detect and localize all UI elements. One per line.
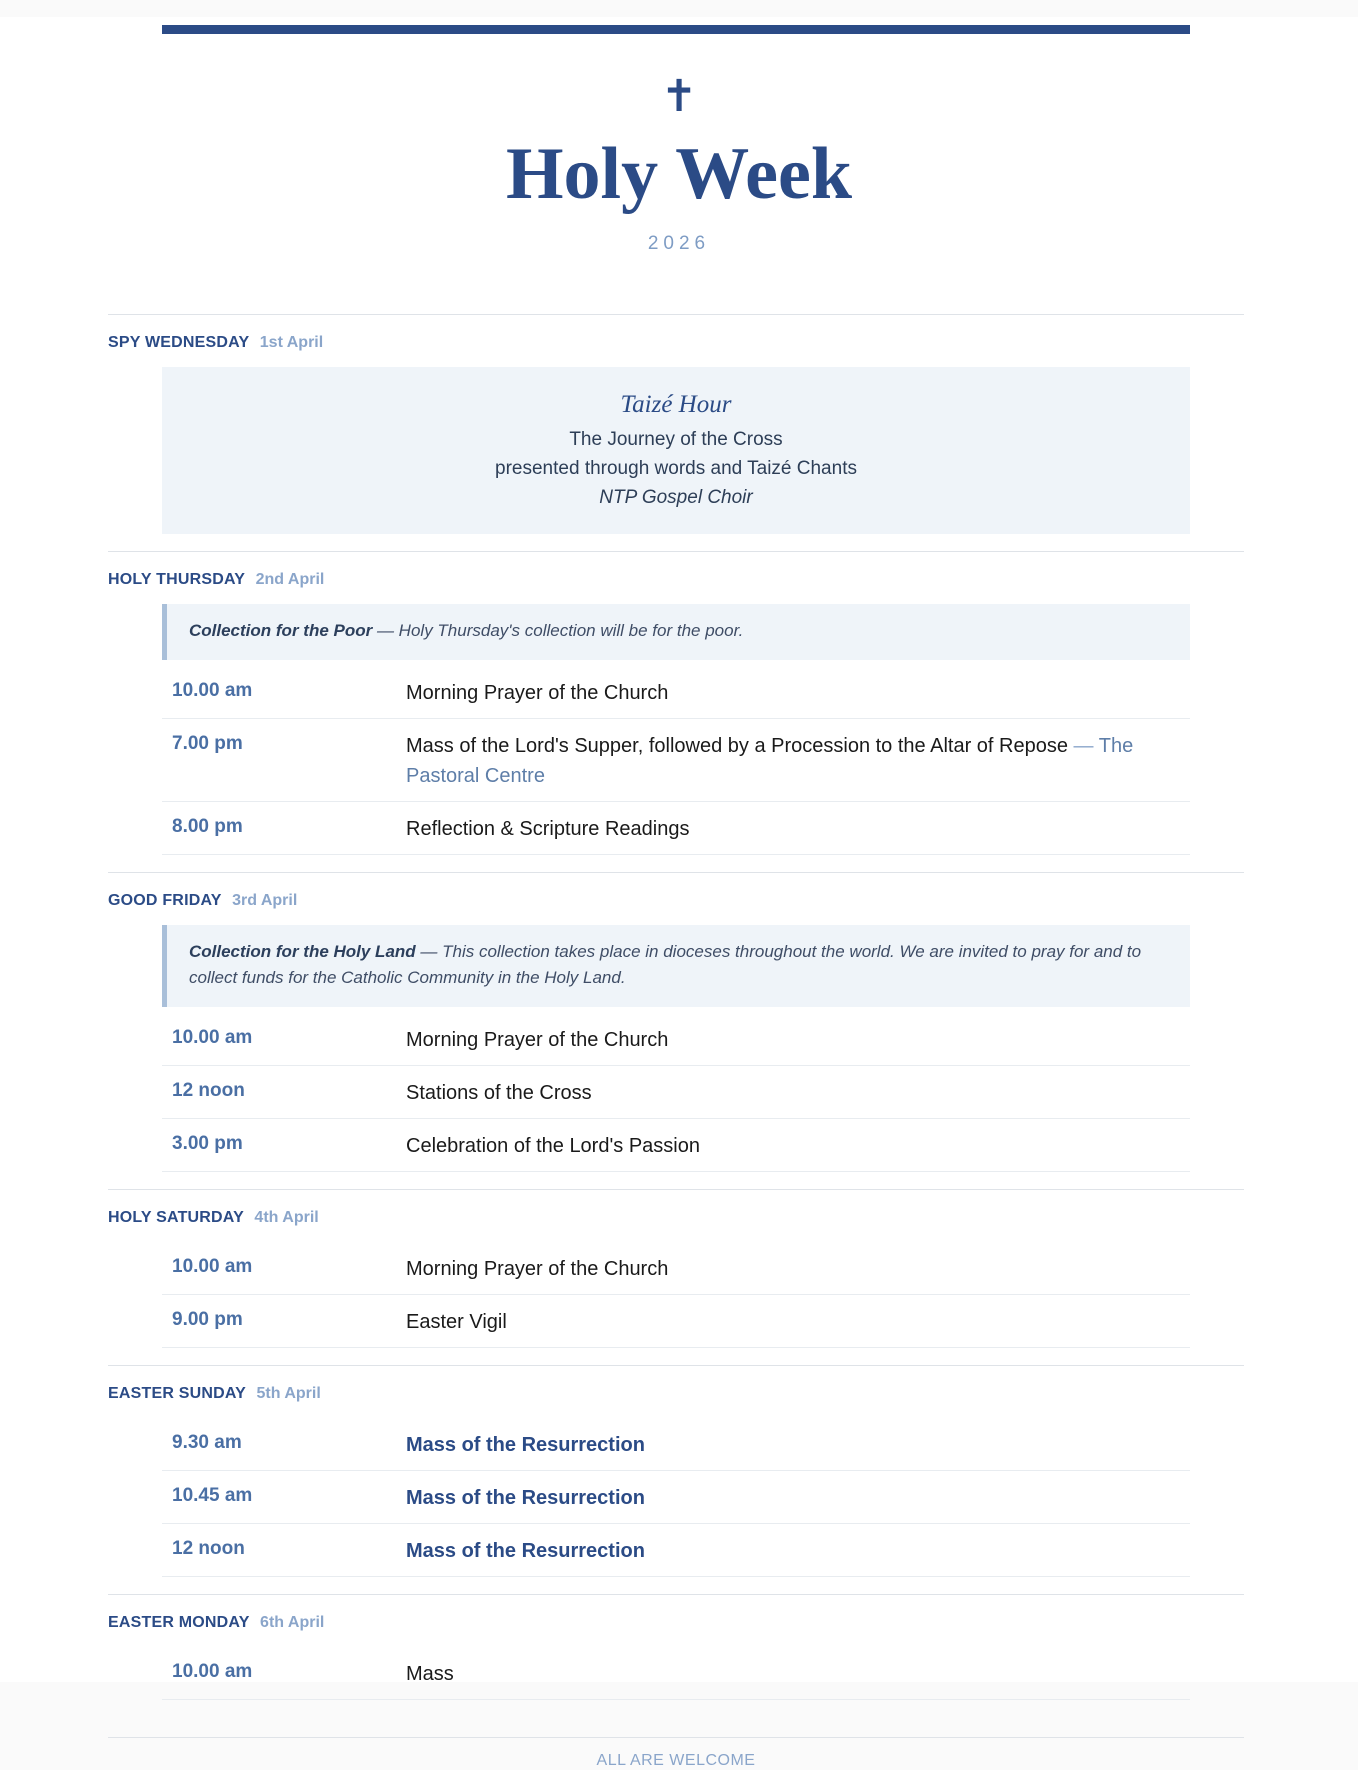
schedule-row — [162, 1418, 1190, 1471]
schedule-row — [162, 1647, 1190, 1700]
event-time: 10.00 am — [172, 1256, 253, 1277]
schedule — [108, 314, 1244, 1770]
day-name: HOLY SATURDAY — [108, 1209, 244, 1226]
featured-event-subtitle: The Journey of the Cross — [569, 429, 783, 450]
featured-event-description: presented through words and Taizé Chants — [495, 458, 857, 479]
day-heading — [108, 571, 1244, 589]
schedule-row — [162, 1013, 1190, 1066]
schedule-row — [162, 1119, 1190, 1172]
day-heading — [108, 1209, 1244, 1227]
day-name: SPY WEDNESDAY — [108, 334, 250, 351]
event-title: Reflection & Scripture Readings — [406, 818, 690, 840]
cross-icon: ✝ — [660, 71, 698, 122]
event-title: Mass of the Resurrection — [406, 1487, 645, 1509]
event-title: Morning Prayer of the Church — [406, 682, 669, 704]
event-title: Mass of the Resurrection — [406, 1434, 645, 1456]
page-year: 2026 — [647, 233, 711, 254]
day-date: 3rd April — [232, 892, 298, 909]
event-title: Stations of the Cross — [406, 1082, 592, 1104]
event-time: 9.30 am — [172, 1432, 242, 1453]
day-heading — [108, 1385, 1244, 1403]
collection-note — [162, 604, 1190, 660]
schedule-row — [162, 1471, 1190, 1524]
day-date: 5th April — [256, 1385, 321, 1402]
footer-welcome: ALL ARE WELCOME — [108, 1737, 1244, 1770]
page — [0, 17, 1358, 1769]
event-location: The Pastoral Centre — [406, 735, 1134, 787]
day-name: EASTER SUNDAY — [108, 1385, 247, 1402]
event-title: Morning Prayer of the Church — [406, 1258, 669, 1280]
event-time: 7.00 pm — [172, 733, 243, 754]
day-heading — [108, 1614, 1244, 1632]
day-name: HOLY THURSDAY — [108, 571, 246, 588]
collection-note-title: Collection for the Holy Land — [189, 942, 416, 961]
event-time: 8.00 pm — [172, 816, 243, 837]
event-title: Celebration of the Lord's Passion — [406, 1135, 700, 1157]
location-separator: — — [1067, 735, 1099, 757]
day-name: GOOD FRIDAY — [108, 892, 222, 909]
schedule-row — [162, 1524, 1190, 1577]
event-title — [406, 731, 1190, 791]
day-date: 1st April — [259, 334, 324, 351]
schedule-row — [162, 719, 1190, 802]
event-time: 10.45 am — [172, 1485, 253, 1506]
schedule-row — [162, 666, 1190, 719]
day-easter-monday — [108, 1594, 1244, 1717]
day-name: EASTER MONDAY — [108, 1614, 250, 1631]
event-title: Mass of the Resurrection — [406, 1540, 645, 1562]
day-heading — [108, 334, 1244, 352]
day-date: 2nd April — [255, 571, 325, 588]
day-heading — [108, 892, 1244, 910]
event-time: 10.00 am — [172, 680, 253, 701]
page-header — [0, 71, 1358, 255]
collection-note — [162, 925, 1190, 1007]
featured-event-performer: NTP Gospel Choir — [599, 487, 753, 508]
schedule-row — [162, 1242, 1190, 1295]
featured-event-card — [162, 367, 1190, 534]
day-date: 6th April — [260, 1614, 325, 1631]
featured-event-title: Taizé Hour — [620, 391, 732, 418]
collection-note-text: — Holy Thursday's collection will be for the poor. — [372, 621, 744, 640]
schedule-row — [162, 1066, 1190, 1119]
day-holy-saturday — [108, 1189, 1244, 1365]
collection-note-title: Collection for the Poor — [189, 621, 373, 640]
top-accent-bar — [162, 25, 1190, 34]
event-title-text: Mass of the Lord's Supper, followed by a Procession to the Altar of Repose — [406, 735, 1068, 757]
page-title: Holy Week — [505, 133, 853, 215]
collection-note-text: — This collection takes place in dioceses throughout the world. We are invited to pray for and to collect funds for the Catholic Community in the Holy Land. — [189, 942, 1142, 987]
day-holy-thursday — [108, 551, 1244, 872]
day-easter-sunday — [108, 1365, 1244, 1594]
event-time: 10.00 am — [172, 1661, 253, 1682]
day-good-friday — [108, 872, 1244, 1189]
event-time: 10.00 am — [172, 1027, 253, 1048]
event-title: Easter Vigil — [406, 1311, 507, 1333]
event-time: 3.00 pm — [172, 1133, 243, 1154]
event-time: 9.00 pm — [172, 1309, 243, 1330]
event-title: Mass — [406, 1663, 454, 1685]
event-time: 12 noon — [172, 1080, 245, 1101]
schedule-row — [162, 802, 1190, 855]
day-date: 4th April — [254, 1209, 319, 1226]
schedule-row — [162, 1295, 1190, 1348]
day-spy-wednesday — [108, 314, 1244, 551]
event-title: Morning Prayer of the Church — [406, 1029, 669, 1051]
event-time: 12 noon — [172, 1538, 245, 1559]
